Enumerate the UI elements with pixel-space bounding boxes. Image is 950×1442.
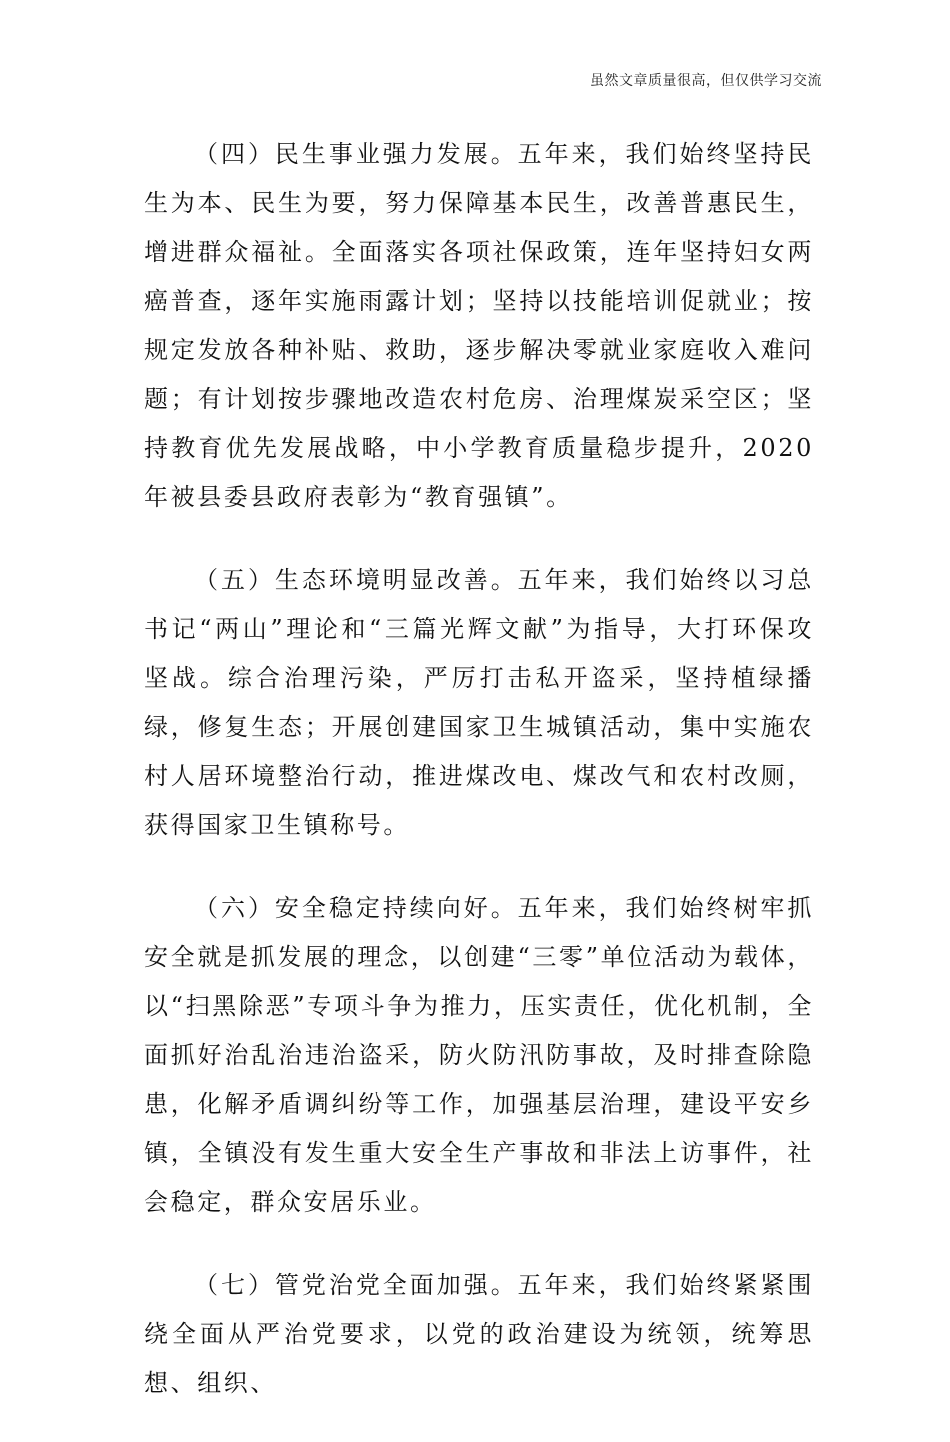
paragraph-livelihood	[144, 130, 814, 522]
paragraph-heading: （六）安全稳定持续向好。	[194, 894, 518, 922]
paragraph-safety	[144, 884, 814, 1227]
paragraph-heading: （四）民生事业强力发展。	[194, 140, 518, 168]
paragraph-text: 五年来，我们始终树牢抓安全就是抓发展的理念，以创建“三零”单位活动为载体，以“扫黑除恶”专项斗争为推力，压实责任，优化机制，全面抓好治乱治违治盗采，防火防汛防事故，及时排查除隐患，化解矛盾调纠纷等工作，加强基层治理，建设平安乡镇，全镇没有发生重大安全生产事故和非法上访事件，社会稳定，群众安居乐业。	[144, 894, 814, 1216]
paragraph-party	[144, 1261, 814, 1408]
paragraph-heading: （七）管党治党全面加强。	[194, 1271, 518, 1299]
paragraph-text: 五年来，我们始终紧紧围绕全面从严治党要求，以党的政治建设为统领，统筹思想、组织、	[144, 1271, 814, 1397]
header-note: 虽然文章质量很高，但仅供学习交流	[590, 73, 822, 89]
paragraph-text: 五年来，我们始终以习总书记“两山”理论和“三篇光辉文献”为指导，大打环保攻坚战。综合治理污染，严厉打击私开盗采，坚持植绿播绿，修复生态；开展创建国家卫生城镇活动，集中实施农村人居环境整治行动，推进煤改电、煤改气和农村改厕，获得国家卫生镇称号。	[144, 566, 814, 839]
paragraph-text: 五年来，我们始终坚持民生为本、民生为要，努力保障基本民生，改善普惠民生，增进群众福祉。全面落实各项社保政策，连年坚持妇女两癌普查，逐年实施雨露计划；坚持以技能培训促就业；按规定发放各种补贴、救助，逐步解决零就业家庭收入难问题；有计划按步骤地改造农村危房、治理煤炭采空区；坚持教育优先发展战略，中小学教育质量稳步提升，2020年被县委县政府表彰为“教育强镇”。	[144, 140, 814, 511]
document-body	[144, 130, 814, 1442]
paragraph-heading: （五）生态环境明显改善。	[194, 566, 518, 594]
paragraph-ecology	[144, 556, 814, 850]
